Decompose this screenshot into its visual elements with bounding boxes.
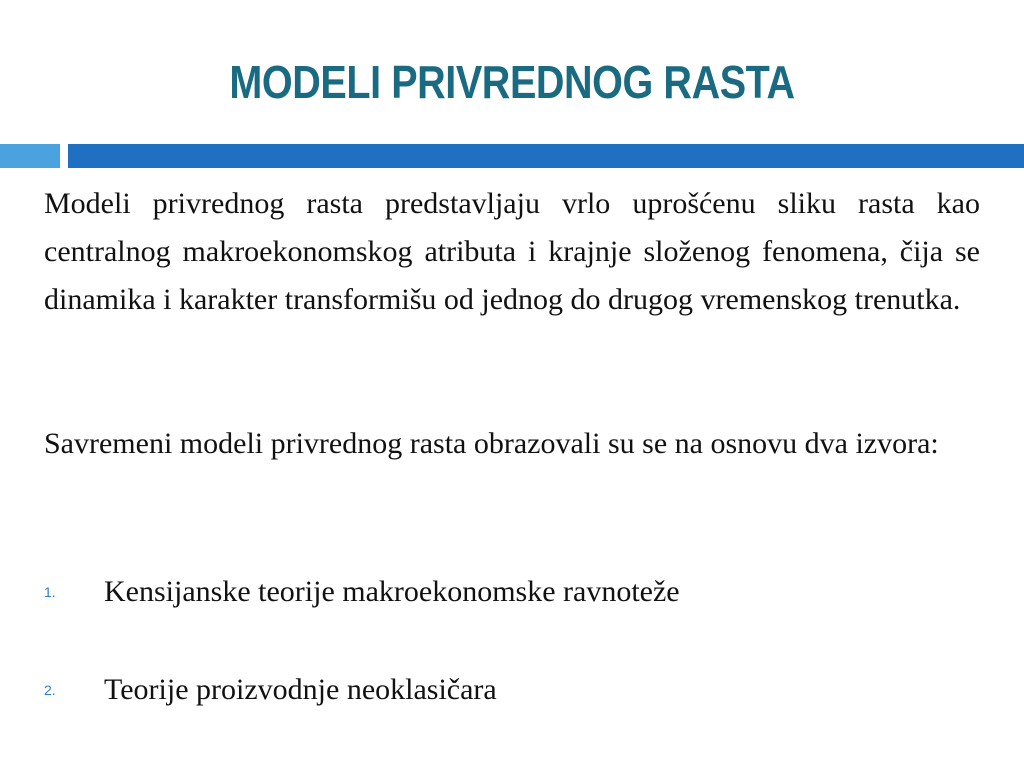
paragraph-intro: Modeli privrednog rasta predstavljaju vrlo uprošćenu sliku rasta kao centralnog makroekonomskog atributa i krajnje složenog fenomena, čija se dinamika i karakter transformišu od jednog do drugog vremenskog trenutka.	[44, 187, 980, 316]
list-item	[44, 570, 980, 614]
accent-bar-left	[0, 144, 60, 168]
slide-title: MODELI PRIVREDNOG RASTA	[229, 56, 795, 108]
list-item-text: Kensijanske teorije makroekonomske ravnoteže	[104, 575, 680, 608]
accent-bar-right	[68, 144, 1024, 168]
list-item	[44, 668, 980, 712]
paragraph-sources: Savremeni modeli privrednog rasta obrazovali su se na osnovu dva izvora:	[44, 427, 939, 460]
list-item-text: Teorije proizvodnje neoklasičara	[104, 673, 497, 706]
list-item-number: 2.	[44, 682, 56, 698]
list-item-number: 1.	[44, 584, 56, 600]
